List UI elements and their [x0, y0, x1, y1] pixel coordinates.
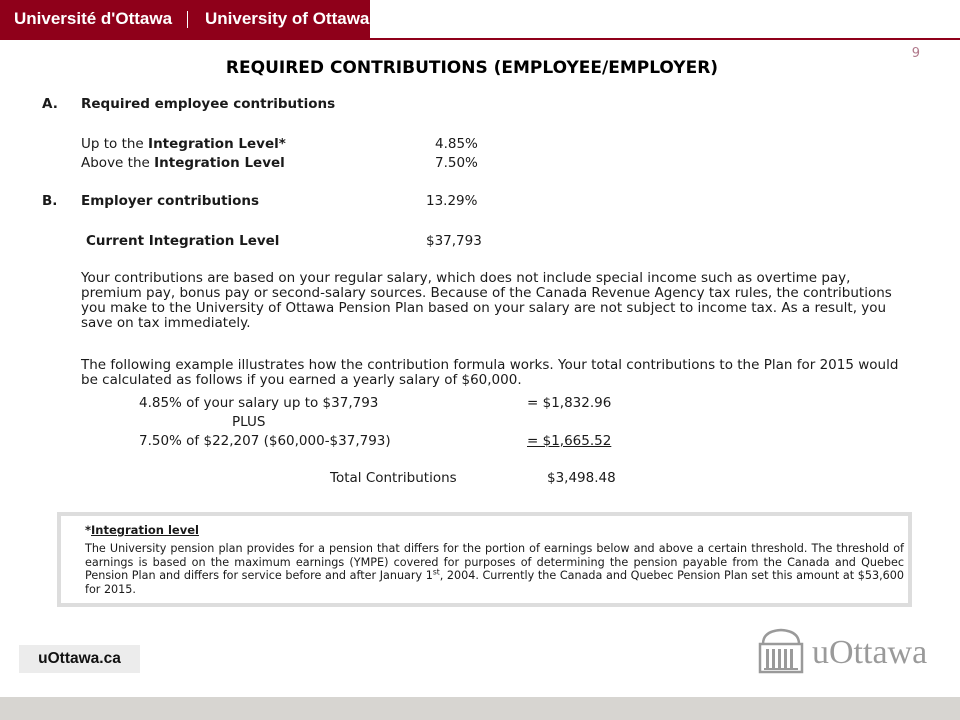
- rate-row-above-prefix: Above the: [81, 155, 155, 171]
- note-body-text: The University pension plan provides for a pension that differs for the portion of earnings below and above a certain threshold. The threshold of earnings is based on the maximum earnings (YMPE) covered for purposes of determining the pension payable from the Canada and Quebec Pension Plan and differs for service before and after January 1: [85, 542, 904, 582]
- example-plus: PLUS: [232, 414, 266, 430]
- paragraph-example: The following example illustrates how the contribution formula works. Your total contributions to the Plan for 2015 would be calculated as follows if you earned a yearly salary of $60,000.: [81, 357, 899, 388]
- paragraph-salary: Your contributions are based on your regular salary, which does not include special income such as overtime pay, premium pay, bonus pay or second-salary sources. Because of the Canada Revenue Agency tax rules, the contributions you make to the University of Ottawa Pension Plan based on your salary are not subject to income tax. As a result, you save on tax immediately.: [81, 270, 892, 331]
- footer-url[interactable]: uOttawa.ca: [19, 645, 140, 673]
- header-rule: [370, 38, 960, 40]
- example-line1-label: 4.85% of your salary up to $37,793: [139, 395, 379, 411]
- rate-row-up-to-prefix: Up to the: [81, 136, 149, 152]
- footer-logo-text: uOttawa: [812, 634, 928, 671]
- rate-row-up-to: [81, 136, 286, 153]
- rate-row-up-to-term: Integration Level*: [148, 136, 286, 152]
- wordmark-separator: [187, 11, 188, 28]
- example-line2-label: 7.50% of $22,207 ($60,000-$37,793): [139, 433, 391, 449]
- section-b-heading: Employer contributions: [81, 193, 260, 209]
- note-body: [85, 542, 904, 596]
- note-body-superscript: st: [432, 567, 440, 577]
- example-total-value: $3,498.48: [547, 470, 616, 486]
- employer-rate-value: 13.29%: [426, 193, 478, 209]
- rate-above-value: 7.50%: [435, 155, 478, 171]
- rate-row-above-term: Integration Level: [154, 155, 285, 171]
- example-line1-value: = $1,832.96: [527, 395, 612, 411]
- note-title-text: Integration level: [91, 523, 199, 537]
- page-number: 9: [911, 46, 920, 61]
- section-a-letter: A.: [42, 96, 58, 112]
- current-integration-value: $37,793: [426, 233, 482, 249]
- note-body-end: , 2004. Currently the Canada and Quebec Pension Plan set this amount at $53,600 for 2015.: [85, 569, 904, 596]
- footer-bar: [0, 697, 960, 720]
- header-bar: [0, 0, 370, 40]
- rate-up-to-value: 4.85%: [435, 136, 478, 152]
- rate-row-above: [81, 155, 285, 172]
- note-star: *: [85, 523, 92, 537]
- example-line2-value: = $1,665.52: [527, 433, 612, 449]
- wordmark-english: University of Ottawa: [205, 9, 370, 28]
- example-total-label: Total Contributions: [330, 470, 457, 486]
- building-icon: [755, 626, 807, 676]
- section-b-letter: B.: [42, 193, 58, 209]
- section-a-heading: Required employee contributions: [81, 96, 336, 112]
- note-title: [85, 523, 199, 537]
- wordmark-french: Université d'Ottawa: [14, 9, 173, 28]
- integration-note-box: [57, 512, 912, 607]
- current-integration-label: Current Integration Level: [86, 233, 280, 249]
- page-title: REQUIRED CONTRIBUTIONS (EMPLOYEE/EMPLOYER): [225, 58, 719, 78]
